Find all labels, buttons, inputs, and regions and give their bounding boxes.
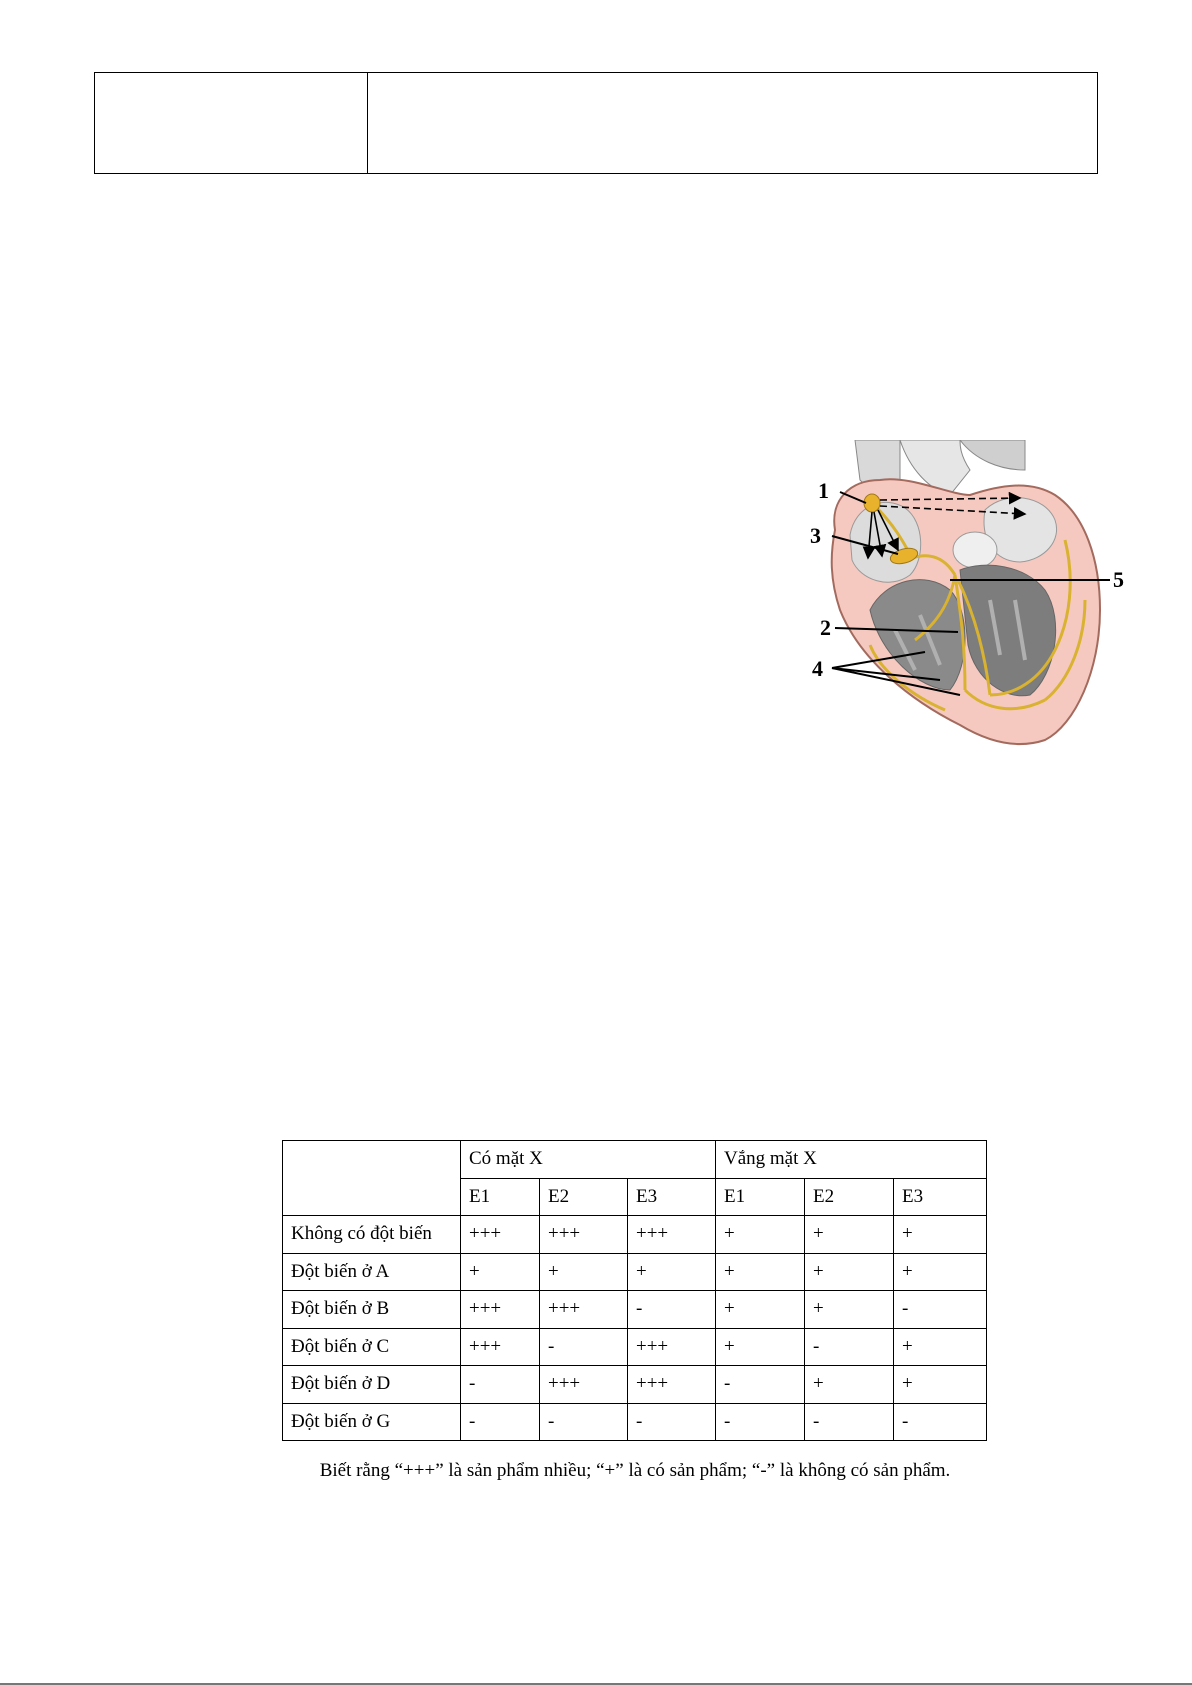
table-cell: +++ xyxy=(628,1328,716,1366)
row-label: Đột biến ở C xyxy=(283,1328,461,1366)
table-cell: - xyxy=(461,1403,540,1441)
table-cell: +++ xyxy=(540,1216,628,1254)
table-cell: +++ xyxy=(540,1291,628,1329)
table-cell: +++ xyxy=(461,1328,540,1366)
table-cell: - xyxy=(894,1291,987,1329)
table-caption: Biết rằng “+++” là sản phẩm nhiều; “+” là có sản phẩm; “-” là không có sản phẩm. xyxy=(319,1460,951,1481)
row-label: Đột biến ở A xyxy=(283,1253,461,1291)
table-row xyxy=(283,1403,987,1441)
top-table-box xyxy=(94,72,1098,174)
table-cell: + xyxy=(805,1366,894,1404)
table-row xyxy=(283,1291,987,1329)
table-cell: + xyxy=(894,1253,987,1291)
table-header-row xyxy=(283,1141,987,1179)
mutation-table xyxy=(282,1140,987,1441)
table-cell: +++ xyxy=(540,1366,628,1404)
subheader-cell: E3 xyxy=(894,1178,987,1216)
table-row xyxy=(283,1328,987,1366)
row-label: Không có đột biến xyxy=(283,1216,461,1254)
table-row xyxy=(283,1253,987,1291)
row-label: Đột biến ở B xyxy=(283,1291,461,1329)
table-cell: + xyxy=(894,1328,987,1366)
table-cell: - xyxy=(805,1328,894,1366)
label-4: 4 xyxy=(812,656,823,681)
label-3: 3 xyxy=(810,523,821,548)
table-cell: - xyxy=(805,1403,894,1441)
table-cell: + xyxy=(894,1366,987,1404)
subheader-cell: E1 xyxy=(716,1178,805,1216)
table-cell: - xyxy=(628,1403,716,1441)
table-row xyxy=(283,1216,987,1254)
table-cell: + xyxy=(628,1253,716,1291)
table-cell: +++ xyxy=(461,1291,540,1329)
table-cell: - xyxy=(894,1403,987,1441)
table-row xyxy=(283,1366,987,1404)
group-header-present: Có mặt X xyxy=(461,1141,716,1179)
row-label: Đột biến ở D xyxy=(283,1366,461,1404)
table-cell: - xyxy=(628,1291,716,1329)
table-cell: - xyxy=(540,1403,628,1441)
table-cell: + xyxy=(805,1291,894,1329)
table-cell: +++ xyxy=(461,1216,540,1254)
table-cell: + xyxy=(805,1216,894,1254)
table-cell: - xyxy=(716,1403,805,1441)
table-cell: +++ xyxy=(628,1216,716,1254)
table-cell: + xyxy=(716,1253,805,1291)
table-cell: + xyxy=(805,1253,894,1291)
table-cell: + xyxy=(461,1253,540,1291)
label-2: 2 xyxy=(820,615,831,640)
top-table-divider xyxy=(367,73,368,173)
subheader-cell: E1 xyxy=(461,1178,540,1216)
table-cell: - xyxy=(461,1366,540,1404)
table-cell: - xyxy=(716,1366,805,1404)
subheader-cell: E2 xyxy=(805,1178,894,1216)
table-cell: + xyxy=(716,1291,805,1329)
table-cell: + xyxy=(540,1253,628,1291)
table-cell: - xyxy=(540,1328,628,1366)
subheader-cell: E3 xyxy=(628,1178,716,1216)
table-cell: + xyxy=(716,1216,805,1254)
table-cell: +++ xyxy=(628,1366,716,1404)
corner-cell xyxy=(283,1141,461,1216)
table-cell: + xyxy=(894,1216,987,1254)
heart-conduction-diagram xyxy=(800,440,1140,750)
group-header-absent: Vắng mặt X xyxy=(716,1141,987,1179)
table-cell: + xyxy=(716,1328,805,1366)
row-label: Đột biến ở G xyxy=(283,1403,461,1441)
label-5: 5 xyxy=(1113,567,1124,592)
label-1: 1 xyxy=(818,478,829,503)
subheader-cell: E2 xyxy=(540,1178,628,1216)
